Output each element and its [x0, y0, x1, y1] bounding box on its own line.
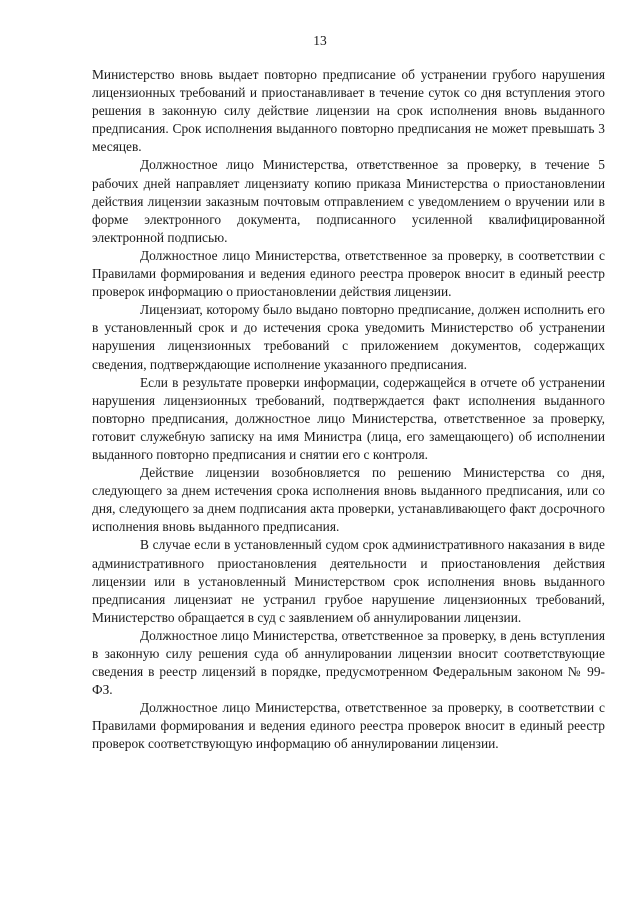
paragraph: В случае если в установленный судом срок административного наказания в виде административного приостановления деятельности и приостановления действия лицензии или в установленный Министерством срок исполнения вновь выданного предписания лицензиат не устранил грубое нарушение лицензионных требований, Министерство обращается в суд с заявлением об аннулировании лицензии.: [92, 537, 605, 625]
document-body: [92, 66, 605, 754]
paragraph: Должностное лицо Министерства, ответственное за проверку, в течение 5 рабочих дней направляет лицензиату копию приказа Министерства о приостановлении действия лицензии заказным почтовым отправлением с уведомлением о вручении или в форме электронного документа, подписанного усиленной квалифицированной электронной подписью.: [92, 157, 605, 245]
paragraph: Если в результате проверки информации, содержащейся в отчете об устранении нарушения лицензионных требований, подтверждается факт исполнения выданного повторно предписания, должностное лицо Министерства, ответственное за проверку, готовит служебную записку на имя Министра (лица, его замещающего) об исполнении выданного повторно предписания и снятии его с контроля.: [92, 374, 605, 462]
paragraph: Должностное лицо Министерства, ответственное за проверку, в соответствии с Правилами формирования и ведения единого реестра проверок вносит в единый реестр проверок информацию о приостановлении действия лицензии.: [92, 247, 605, 300]
paragraph: Должностное лицо Министерства, ответственное за проверку, в соответствии с Правилами формирования и ведения единого реестра проверок вносит в единый реестр проверок соответствующую информацию об аннулировании лицензии.: [92, 700, 605, 752]
paragraph: Министерство вновь выдает повторно предписание об устранении грубого нарушения лицензионных требований и приостанавливает в течение суток со дня вступления этого решения в законную силу действие лицензии на срок исполнения вновь выданного предписания. Срок исполнения выданного повторно предписания не может превышать 3 месяцев.: [92, 67, 605, 155]
paragraph: Должностное лицо Министерства, ответственное за проверку, в день вступления в законную силу решения суда об аннулировании лицензии вносит соответствующие сведения в реестр лицензий в порядке, предусмотренном Федеральным законом № 99-ФЗ.: [92, 627, 605, 698]
page-number: 13: [313, 33, 327, 48]
paragraph: Действие лицензии возобновляется по решению Министерства со дня, следующего за днем истечения срока исполнения вновь выданного предписания, или со дня, следующего за днем подписания акта проверки, устанавливающего факт досрочного исполнения вновь выданного предписания.: [92, 465, 605, 535]
paragraph: Лицензиат, которому было выдано повторно предписание, должен исполнить его в установленный срок и до истечения срока уведомить Министерство об устранении нарушения лицензионных требований с приложением документов, содержащих сведения, подтверждающие исполнение указанного предписания.: [92, 302, 605, 372]
